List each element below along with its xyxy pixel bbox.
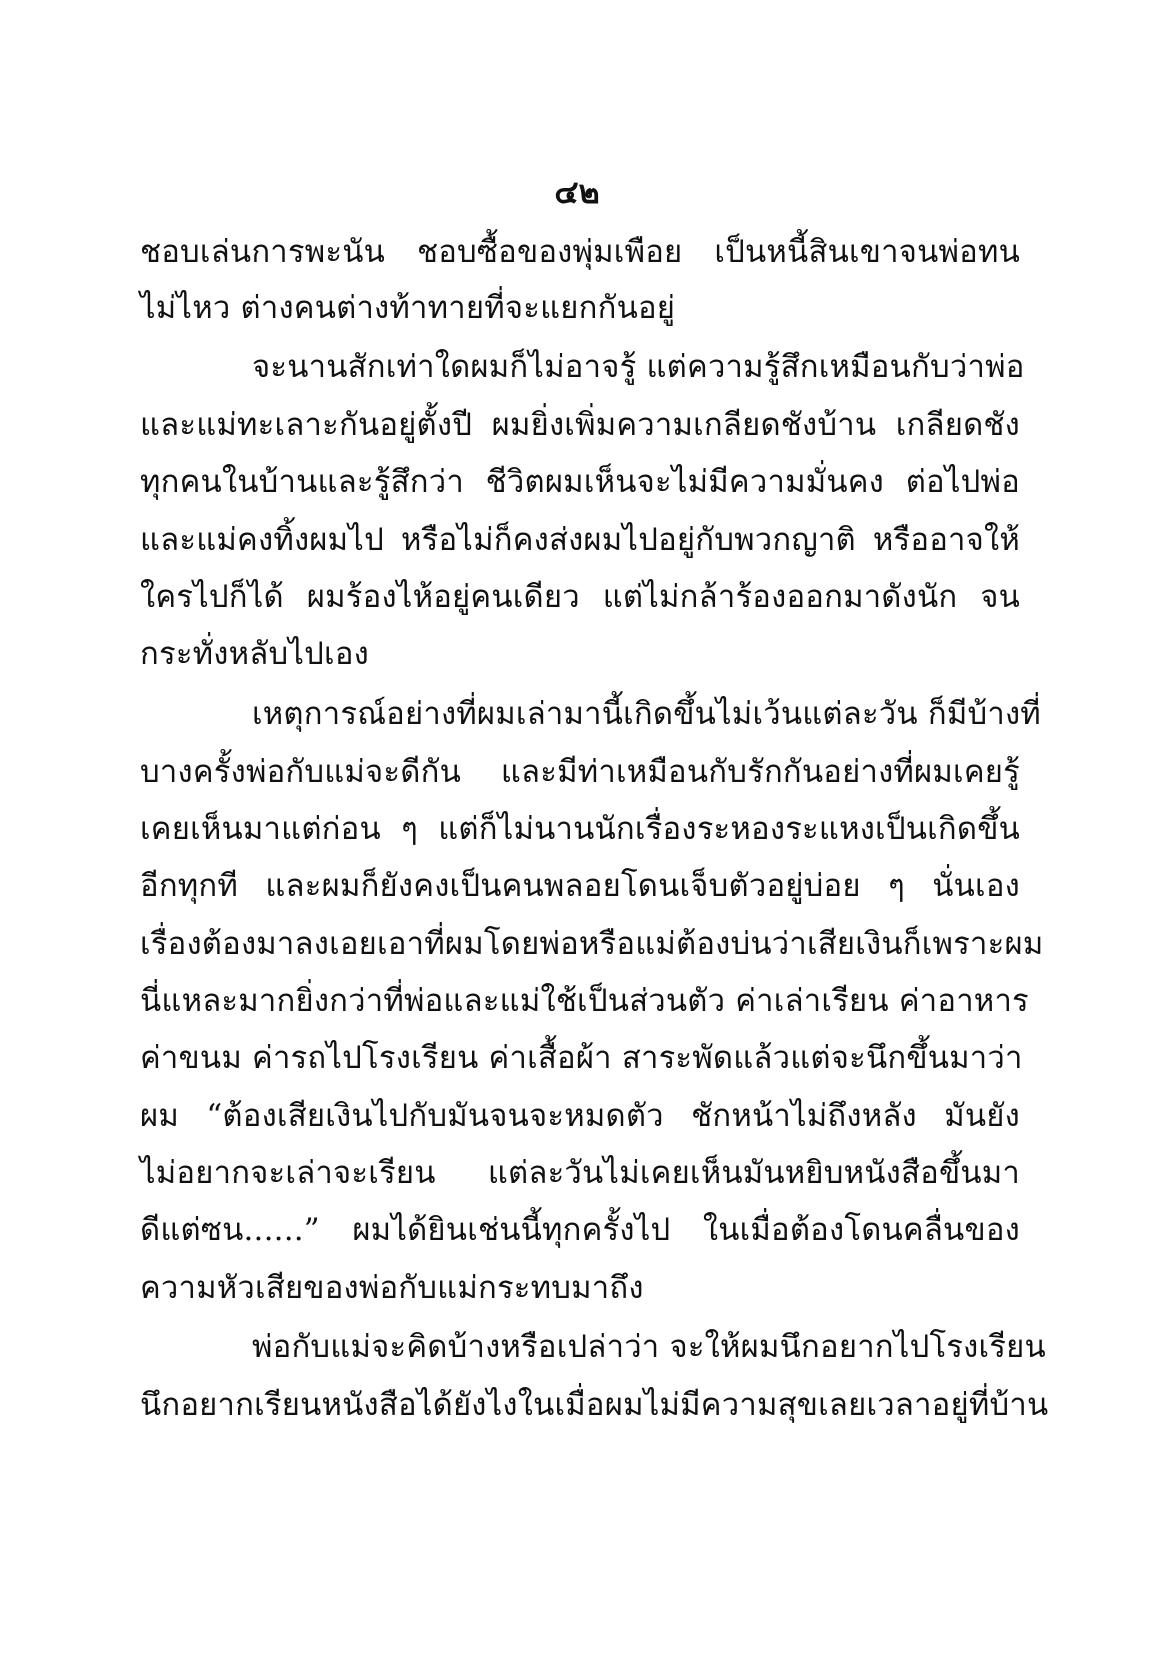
text-line: บางครั้งพ่อกับแม่จะดีกัน และมีท่าเหมือนกับรักกันอย่างที่ผมเคยรู้ xyxy=(140,754,1020,790)
text-line: ดีแต่ซน......” ผมได้ยินเช่นนี้ทุกครั้งไป ในเมื่อต้องโดนคลื่นของ xyxy=(140,1212,1020,1248)
text-line: นึกอยากเรียนหนังสือได้ยังไงในเมื่อผมไม่มีความสุขเลยเวลาอยู่ที่บ้าน xyxy=(140,1387,1049,1423)
text-line: เรื่องต้องมาลงเอยเอาที่ผมโดยพ่อหรือแม่ต้องบ่นว่าเสียเงินก็เพราะผม xyxy=(140,926,1044,962)
text-line: ความหัวเสียของพ่อกับแม่กระทบมาถึง xyxy=(140,1270,644,1306)
text-line: ผม “ต้องเสียเงินไปกับมันจนจะหมดตัว ชักหน้าไม่ถึงหลัง มันยัง xyxy=(140,1098,1020,1134)
text-line: ทุกคนในบ้านและรู้สึกว่า ชีวิตผมเห็นจะไม่มีความมั่นคง ต่อไปพ่อ xyxy=(140,464,1020,500)
text-line: ชอบเล่นการพะนัน ชอบซื้อของพุ่มเพือย เป็นหนี้สินเขาจนพ่อทน xyxy=(140,234,1020,270)
paragraph-first-line: พ่อกับแม่จะคิดบ้างหรือเปล่าว่า จะให้ผมนึกอยากไปโรงเรียน xyxy=(252,1329,1046,1365)
text-line: นี่แหละมากยิ่งกว่าที่พ่อและแม่ใช้เป็นส่วนตัว ค่าเล่าเรียน ค่าอาหาร xyxy=(140,983,1029,1019)
page-number: ๔๒ xyxy=(554,173,600,211)
text-line: เคยเห็นมาแต่ก่อน ๆ แต่ก็ไม่นานนักเรื่องระหองระแหงเป็นเกิดขึ้น xyxy=(140,811,1020,847)
text-line: ไม่ไหว ต่างคนต่างท้าทายที่จะแยกกันอยู่ xyxy=(140,290,676,326)
paragraph-first-line: จะนานสักเท่าใดผมก็ไม่อาจรู้ แต่ความรู้สึกเหมือนกับว่าพ่อ xyxy=(252,349,1025,385)
text-line: ใครไปก็ได้ ผมร้องไห้อยู่คนเดียว แต่ไม่กล้าร้องออกมาดังนัก จน xyxy=(140,579,1020,615)
text-line: และแม่ทะเลาะกันอยู่ตั้งปี ผมยิ่งเพิ่มความเกลียดชังบ้าน เกลียดชัง xyxy=(140,407,1020,443)
text-line: อีกทุกที และผมก็ยังคงเป็นคนพลอยโดนเจ็บตัวอยู่บ่อย ๆ นั่นเอง xyxy=(140,868,1020,904)
text-line: และแม่คงทิ้งผมไป หรือไม่ก็คงส่งผมไปอยู่กับพวกญาติ หรืออาจให้ xyxy=(140,522,1020,558)
text-line: กระทั่งหลับไปเอง xyxy=(140,636,369,672)
paragraph-first-line: เหตุการณ์อย่างที่ผมเล่ามานี้เกิดขึ้นไม่เว้นแต่ละวัน ก็มีบ้างที่ xyxy=(252,696,1041,732)
text-line: ไม่อยากจะเล่าจะเรียน แต่ละวันไม่เคยเห็นมันหยิบหนังสือขึ้นมา xyxy=(140,1155,1020,1191)
text-line: ค่าขนม ค่ารถไปโรงเรียน ค่าเสื้อผ้า สาระพัดแล้วแต่จะนึกขึ้นมาว่า xyxy=(140,1040,1023,1076)
